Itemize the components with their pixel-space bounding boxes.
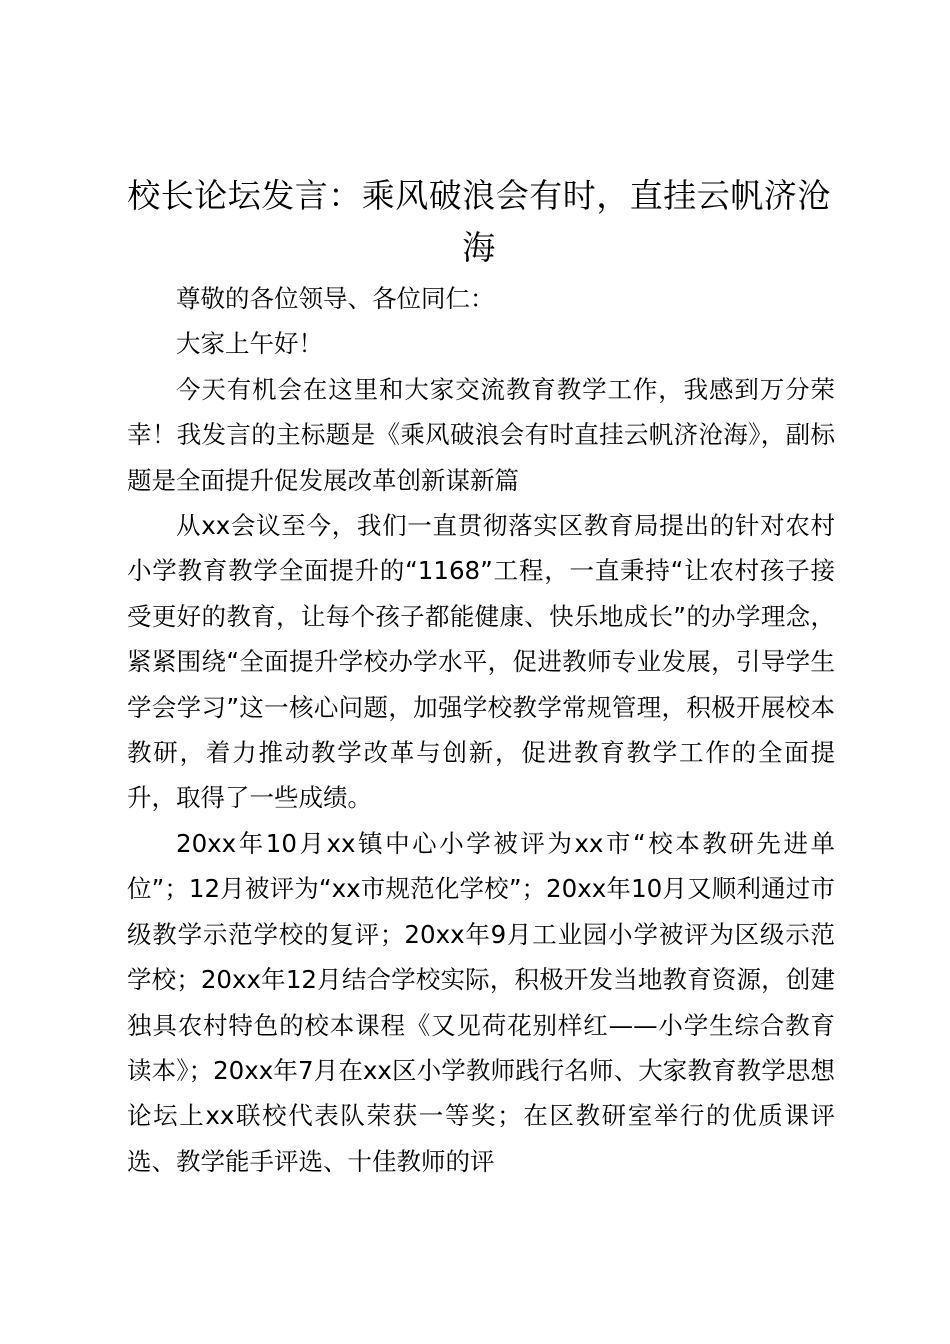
achievements-paragraph: 20xx年10月xx镇中心小学被评为xx市“校本教研先进单位”；12月被评为“xx市规范化学校”；20xx年10月又顺利通过市级教学示范学校的复评；20xx年9月工业园小学被评为区级示范学校；20xx年12月结合学校实际，积极开发当地教育资源，创建独具农村特色的校本课程《又见荷花别样红——小学生综合教育读本》；20xx年7月在xx区小学教师践行名师、大家教育教学思想论坛上xx联校代表队荣获一等奖；在区教研室举行的优质课评选、教学能手评选、十佳教师的评 — [127, 828, 835, 1176]
intro-paragraph: 今天有机会在这里和大家交流教育教学工作，我感到万分荣幸！我发言的主标题是《乘风破浪会有时直挂云帆济沧海》，副标题是全面提升促发展改革创新谋新篇 — [127, 374, 835, 495]
document-body — [127, 276, 835, 1184]
body-paragraph: 从xx会议至今，我们一直贯彻落实区教育局提出的针对农村小学教育教学全面提升的“1168”工程，一直秉持“让农村孩子接受更好的教育，让每个孩子都能健康、快乐地成长”的办学理念，紧紧围绕“全面提升学校办学水平，促进教师专业发展，引导学生学会学习”这一核心问题，加强学校教学常规管理，积极开展校本教研，着力推动教学改革与创新，促进教育教学工作的全面提升，取得了一些成绩。 — [127, 511, 835, 813]
salutation-paragraph: 尊敬的各位领导、各位同仁： — [176, 284, 495, 313]
greeting-paragraph: 大家上午好！ — [176, 329, 323, 359]
document-title: 校长论坛发言：乘风破浪会有时，直挂云帆济沧海 — [127, 176, 831, 267]
